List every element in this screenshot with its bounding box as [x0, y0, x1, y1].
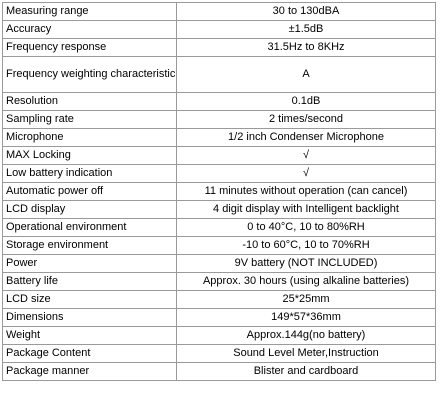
param-label: Accuracy	[3, 21, 177, 39]
table-row-package-manner	[3, 363, 436, 381]
param-value: 0 to 40°C, 10 to 80%RH	[177, 219, 436, 237]
param-value: 25*25mm	[177, 291, 436, 309]
param-value: 4 digit display with Intelligent backlight	[177, 201, 436, 219]
spec-table	[2, 2, 436, 381]
table-row-frequency-weighting	[3, 57, 436, 93]
param-value: Approx. 30 hours (using alkaline batteries)	[177, 273, 436, 291]
param-label: Measuring range	[3, 3, 177, 21]
table-row-storage-environment	[3, 237, 436, 255]
table-row-accuracy	[3, 21, 436, 39]
param-value: ±1.5dB	[177, 21, 436, 39]
table-row-lcd-size	[3, 291, 436, 309]
param-value: Blister and cardboard	[177, 363, 436, 381]
param-value: A	[177, 57, 436, 93]
spec-table-body	[3, 3, 436, 381]
param-value: -10 to 60°C, 10 to 70%RH	[177, 237, 436, 255]
table-row-operational-environment	[3, 219, 436, 237]
table-row-low-battery	[3, 165, 436, 183]
param-label: Operational environment	[3, 219, 177, 237]
table-row-sampling-rate	[3, 111, 436, 129]
param-value: 149*57*36mm	[177, 309, 436, 327]
param-label: Automatic power off	[3, 183, 177, 201]
param-label: Sampling rate	[3, 111, 177, 129]
param-label: LCD size	[3, 291, 177, 309]
param-label: Power	[3, 255, 177, 273]
check-mark: √	[177, 165, 436, 183]
param-label: Dimensions	[3, 309, 177, 327]
param-value: 11 minutes without operation (can cancel)	[177, 183, 436, 201]
param-label: Package Content	[3, 345, 177, 363]
table-row-microphone	[3, 129, 436, 147]
table-row-weight	[3, 327, 436, 345]
param-label: Frequency response	[3, 39, 177, 57]
param-value: 0.1dB	[177, 93, 436, 111]
param-value: 1/2 inch Condenser Microphone	[177, 129, 436, 147]
param-value: 2 times/second	[177, 111, 436, 129]
table-row-dimensions	[3, 309, 436, 327]
table-row-measuring-range	[3, 3, 436, 21]
table-row-package-content	[3, 345, 436, 363]
param-value: Approx.144g(no battery)	[177, 327, 436, 345]
param-label: Package manner	[3, 363, 177, 381]
param-label: Storage environment	[3, 237, 177, 255]
table-row-lcd-display	[3, 201, 436, 219]
param-label: Resolution	[3, 93, 177, 111]
table-row-frequency-response	[3, 39, 436, 57]
param-label: Microphone	[3, 129, 177, 147]
table-row-battery-life	[3, 273, 436, 291]
param-value: Sound Level Meter,Instruction	[177, 345, 436, 363]
table-row-power	[3, 255, 436, 273]
check-mark: √	[177, 147, 436, 165]
param-value: 30 to 130dBA	[177, 3, 436, 21]
param-value: 31.5Hz to 8KHz	[177, 39, 436, 57]
param-label: Low battery indication	[3, 165, 177, 183]
table-row-auto-power-off	[3, 183, 436, 201]
param-label: Frequency weighting characteristic	[3, 57, 177, 93]
param-label: LCD display	[3, 201, 177, 219]
param-label: Weight	[3, 327, 177, 345]
param-label: MAX Locking	[3, 147, 177, 165]
table-row-resolution	[3, 93, 436, 111]
table-row-max-locking	[3, 147, 436, 165]
param-label: Battery life	[3, 273, 177, 291]
param-value: 9V battery (NOT INCLUDED)	[177, 255, 436, 273]
